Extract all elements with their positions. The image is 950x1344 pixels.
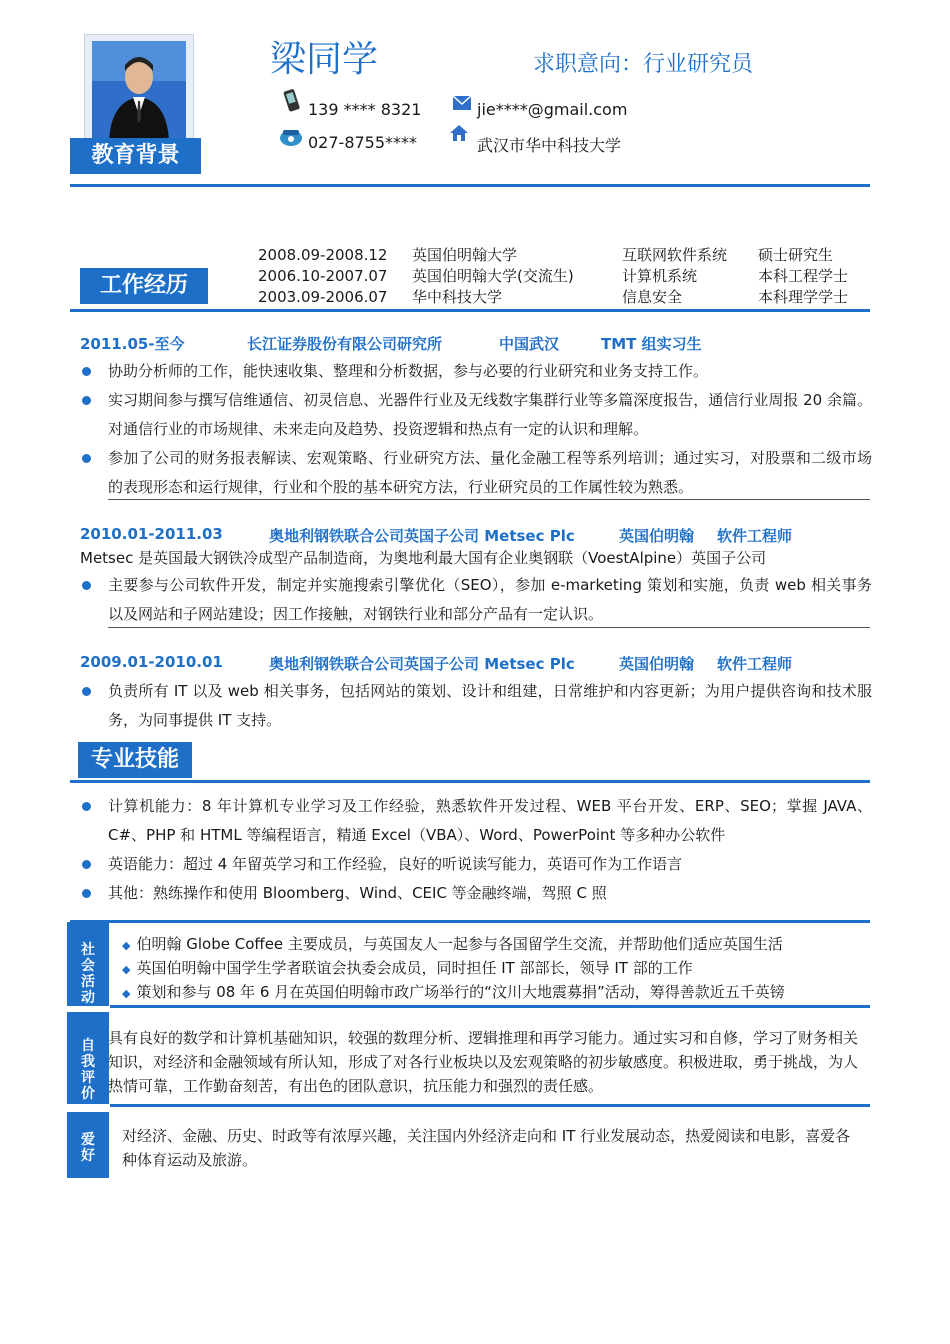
diamond-bullet-icon: ◆	[122, 939, 131, 952]
candidate-name: 梁同学	[270, 39, 379, 80]
job-bullet: 参加了公司的财务报表解读、宏观策略、行业研究方法、量化金融工程等系列培训；通过实习，对股票和二级市场的表现形态和运行规律，行业和个股的基本研究方法，行业研究员的工作属性较为熟悉。	[108, 449, 872, 496]
home-icon	[448, 122, 470, 148]
section-title-education: 教育背景	[70, 138, 201, 174]
edu-major: 互联网软件系统	[622, 246, 728, 264]
bullet-icon	[82, 396, 91, 405]
divider	[70, 780, 870, 783]
social-item: 伯明翰 Globe Coffee 主要成员，与英国友人一起参与各国留学生交流，并帮助他们适应英国生活	[136, 935, 783, 953]
job-bullet: 负责所有 IT 以及 web 相关事务，包括网站的策划、设计和组建，日常维护和内容更新；为用户提供咨询和技术服务，为同事提供 IT 支持。	[108, 682, 872, 729]
edu-school: 英国伯明翰大学	[412, 246, 518, 264]
section-title-social	[67, 922, 109, 1006]
edu-period: 2006.10-2007.07	[258, 267, 388, 285]
bullet-icon	[82, 889, 91, 898]
job-period: 2010.01-2011.03	[80, 525, 223, 543]
email-icon	[452, 94, 472, 116]
bullet-icon	[82, 454, 91, 463]
edu-period: 2003.09-2006.07	[258, 288, 388, 306]
list-item	[80, 677, 872, 735]
section-title-work: 工作经历	[80, 268, 208, 304]
list-item	[122, 981, 872, 1005]
job-company: 奥地利钢铁联合公司英国子公司 Metsec Plc	[269, 655, 575, 673]
section-title-hobby	[67, 1112, 109, 1178]
divider	[108, 499, 870, 500]
job-company: 奥地利钢铁联合公司英国子公司 Metsec Plc	[269, 527, 575, 545]
job-bullet: 实习期间参与撰写信维通信、初灵信息、光器件行业及无线数字集群行业等多篇深度报告，通信行业周报 20 余篇。对通信行业的市场规律、未来走向及趋势、投资逻辑和热点有一定的认识和理解。	[108, 391, 872, 438]
divider	[110, 1104, 870, 1107]
social-list	[122, 933, 872, 1005]
edu-school: 华中科技大学	[412, 288, 503, 306]
edu-major: 计算机系统	[622, 267, 698, 285]
social-item: 英国伯明翰中国学生学者联谊会执委会成员，同时担任 IT 部部长，领导 IT 部的工作	[136, 959, 693, 977]
divider	[70, 309, 870, 312]
edu-degree: 本科理学学士	[758, 288, 849, 306]
email-address[interactable]: jie****@gmail.com	[477, 100, 628, 119]
hobby-text: 对经济、金融、历史、时政等有浓厚兴趣，关注国内外经济走向和 IT 行业发展动态，热爱阅读和电影，喜爱各种体育运动及旅游。	[122, 1127, 851, 1169]
divider	[110, 1005, 870, 1008]
skill-item: 计算机能力：8 年计算机专业学习及工作经验，熟悉软件开发过程、WEB 平台开发、ERP、SEO；掌握 JAVA、C#、PHP 和 HTML 等编程语言，精通 Excel（VBA）、Word、PowerPoint 等多种办公软件	[108, 797, 872, 844]
skill-item: 其他：熟练操作和使用 Bloomberg、Wind、CEIC 等金融终端，驾照 C 照	[108, 884, 607, 902]
divider	[70, 920, 870, 923]
divider	[70, 184, 870, 187]
job-role: 软件工程师	[717, 527, 793, 545]
edu-school: 英国伯明翰大学(交流生)	[412, 267, 574, 285]
company-description: Metsec 是英国最大钢铁冷成型产品制造商，为奥地利最大国有企业奥钢联（VoestAlpine）英国子公司	[80, 549, 767, 567]
list-item	[80, 571, 872, 629]
list-item	[80, 850, 872, 879]
job-company: 长江证券股份有限公司研究所	[247, 335, 443, 353]
list-item	[80, 792, 872, 850]
telephone-number: 027-8755****	[308, 133, 418, 152]
edu-period: 2008.09-2008.12	[258, 246, 388, 264]
bullet-icon	[82, 581, 91, 590]
hobby-label: 爱好	[81, 1132, 95, 1164]
job-role: 软件工程师	[717, 655, 793, 673]
job-location: 英国伯明翰	[619, 655, 695, 673]
job-location: 英国伯明翰	[619, 527, 695, 545]
job-location: 中国武汉	[499, 335, 560, 353]
job-bullet: 协助分析师的工作，能快速收集、整理和分析数据，参与必要的行业研究和业务支持工作。	[108, 362, 709, 380]
job-period: 2009.01-2010.01	[80, 653, 223, 671]
telephone-icon	[278, 124, 304, 152]
diamond-bullet-icon: ◆	[122, 987, 131, 1000]
job-objective: 求职意向：行业研究员	[533, 52, 754, 77]
edu-degree: 硕士研究生	[758, 246, 834, 264]
list-item	[80, 879, 872, 908]
job-role: TMT 组实习生	[601, 335, 702, 353]
edu-degree: 本科工程学士	[758, 267, 849, 285]
social-item: 策划和参与 08 年 6 月在英国伯明翰市政广场举行的“汶川大地震募捐”活动，筹得善款近五千英镑	[136, 983, 785, 1001]
phone-number: 139 **** 8321	[308, 100, 422, 119]
home-address: 武汉市华中科技大学	[477, 136, 622, 155]
edu-major: 信息安全	[622, 288, 683, 306]
job-bullet: 主要参与公司软件开发，制定并实施搜索引擎优化（SEO），参加 e-marketing 策划和实施，负责 web 相关事务以及网站和子网站建设；因工作接触，对钢铁行业和部分产品有一定认识。	[108, 576, 872, 623]
divider	[108, 627, 870, 628]
bullet-icon	[82, 802, 91, 811]
list-item	[80, 386, 872, 444]
section-title-self-eval	[67, 1012, 109, 1104]
avatar-icon	[85, 35, 193, 153]
bullet-icon	[82, 367, 91, 376]
self-evaluation: 具有良好的数学和计算机基础知识，较强的数理分析、逻辑推理和再学习能力。通过实习和自修，学习了财务相关知识，对经济和金融领域有所认知，形成了对各行业板块以及宏观策略的初步敏感度。积极进取，勇于挑战，为人热情可靠，工作勤奋刻苦，有出色的团队意识，抗压能力和强烈的责任感。	[108, 1029, 859, 1095]
list-item	[122, 957, 872, 981]
bullet-icon	[82, 860, 91, 869]
avatar-photo	[84, 34, 194, 154]
self-eval-label: 自我评价	[81, 1038, 95, 1102]
list-item	[80, 357, 872, 386]
diamond-bullet-icon: ◆	[122, 963, 131, 976]
section-title-skills: 专业技能	[78, 742, 192, 778]
skill-item: 英语能力：超过 4 年留英学习和工作经验，良好的听说读写能力，英语可作为工作语言	[108, 855, 683, 873]
social-label: 社会活动	[81, 942, 95, 1006]
bullet-icon	[82, 687, 91, 696]
list-item	[122, 933, 872, 957]
job-period: 2011.05-至今	[80, 335, 185, 353]
list-item	[80, 444, 872, 502]
phone-icon	[280, 88, 302, 118]
